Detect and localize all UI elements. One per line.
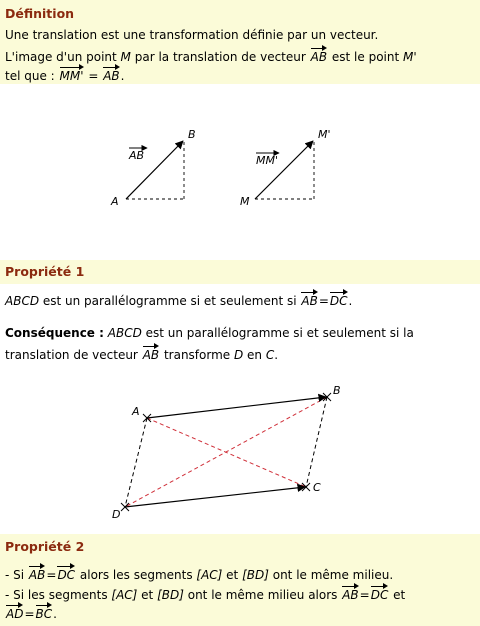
propriete-1-title: Propriété 1 (5, 264, 85, 279)
translation-figure-ab (110, 128, 196, 208)
propriete-2-title: Propriété 2 (5, 539, 85, 554)
propriete-2-line-2: - Si les segments [AC] et [BD] ont le même milieu alors AB=DC et (5, 584, 405, 603)
vector-ab: AB (29, 564, 45, 583)
vector-ab: AB (143, 344, 159, 363)
vector-dc-arrow (125, 487, 305, 507)
point-d-label: D (112, 508, 121, 521)
definition-line-2: L'image d'un point M par la translation de vecteur AB est le point M' (5, 46, 417, 65)
side-ad (125, 418, 147, 507)
consequence-line-1: Conséquence : ABCD est un parallélogramme si et seulement si la (5, 326, 414, 340)
point-c-label: C (313, 481, 321, 494)
side-bc (306, 397, 327, 487)
point-b-label: B (188, 128, 196, 141)
point-a-label: A (132, 405, 140, 418)
consequence-label: Conséquence : (5, 326, 104, 340)
svg-text:AB: AB (129, 149, 145, 162)
vector-dc: DC (371, 584, 389, 603)
vector-mm-prime-label (256, 153, 279, 167)
diagonal-bd (125, 397, 327, 507)
translation-figure-mm-prime (240, 128, 331, 208)
vector-mm-prime-arrow (255, 141, 313, 199)
svg-text:MM': MM' (256, 154, 279, 167)
point-b-label: B (333, 384, 341, 397)
vector-ab: AB (311, 46, 327, 65)
vector-dc: DC (57, 564, 75, 583)
vector-dc: DC (330, 290, 348, 309)
point-a-label: A (111, 195, 119, 208)
definition-line-3: tel que : MM' = AB. (5, 65, 125, 84)
propriete-1-text: ABCD est un parallélogramme si et seulement si AB=DC. (5, 290, 352, 309)
vector-ab: AB (301, 290, 317, 309)
vector-mm-prime: MM' (60, 65, 84, 84)
propriete-2-line-1: - Si AB=DC alors les segments [AC] et [BD] ont le même milieu. (5, 564, 393, 583)
definition-line-1: Une translation est une transformation définie par un vecteur. (5, 28, 379, 42)
vector-ab-arrow (147, 397, 326, 418)
vector-ad: AD (6, 603, 23, 622)
vector-bc: BC (36, 603, 53, 622)
vector-ab: AB (103, 65, 119, 84)
propriete-2-line-3: AD=BC. (5, 603, 57, 622)
vector-ab-label (128, 148, 147, 162)
parallelogram-figure (112, 384, 341, 521)
point-m-label: M (240, 195, 250, 208)
point-m-prime-label: M' (318, 128, 331, 141)
vector-ab: AB (342, 584, 358, 603)
diagonal-ac (147, 418, 306, 487)
definition-title: Définition (5, 6, 75, 21)
consequence-line-2: translation de vecteur AB transforme D en C. (5, 344, 278, 363)
